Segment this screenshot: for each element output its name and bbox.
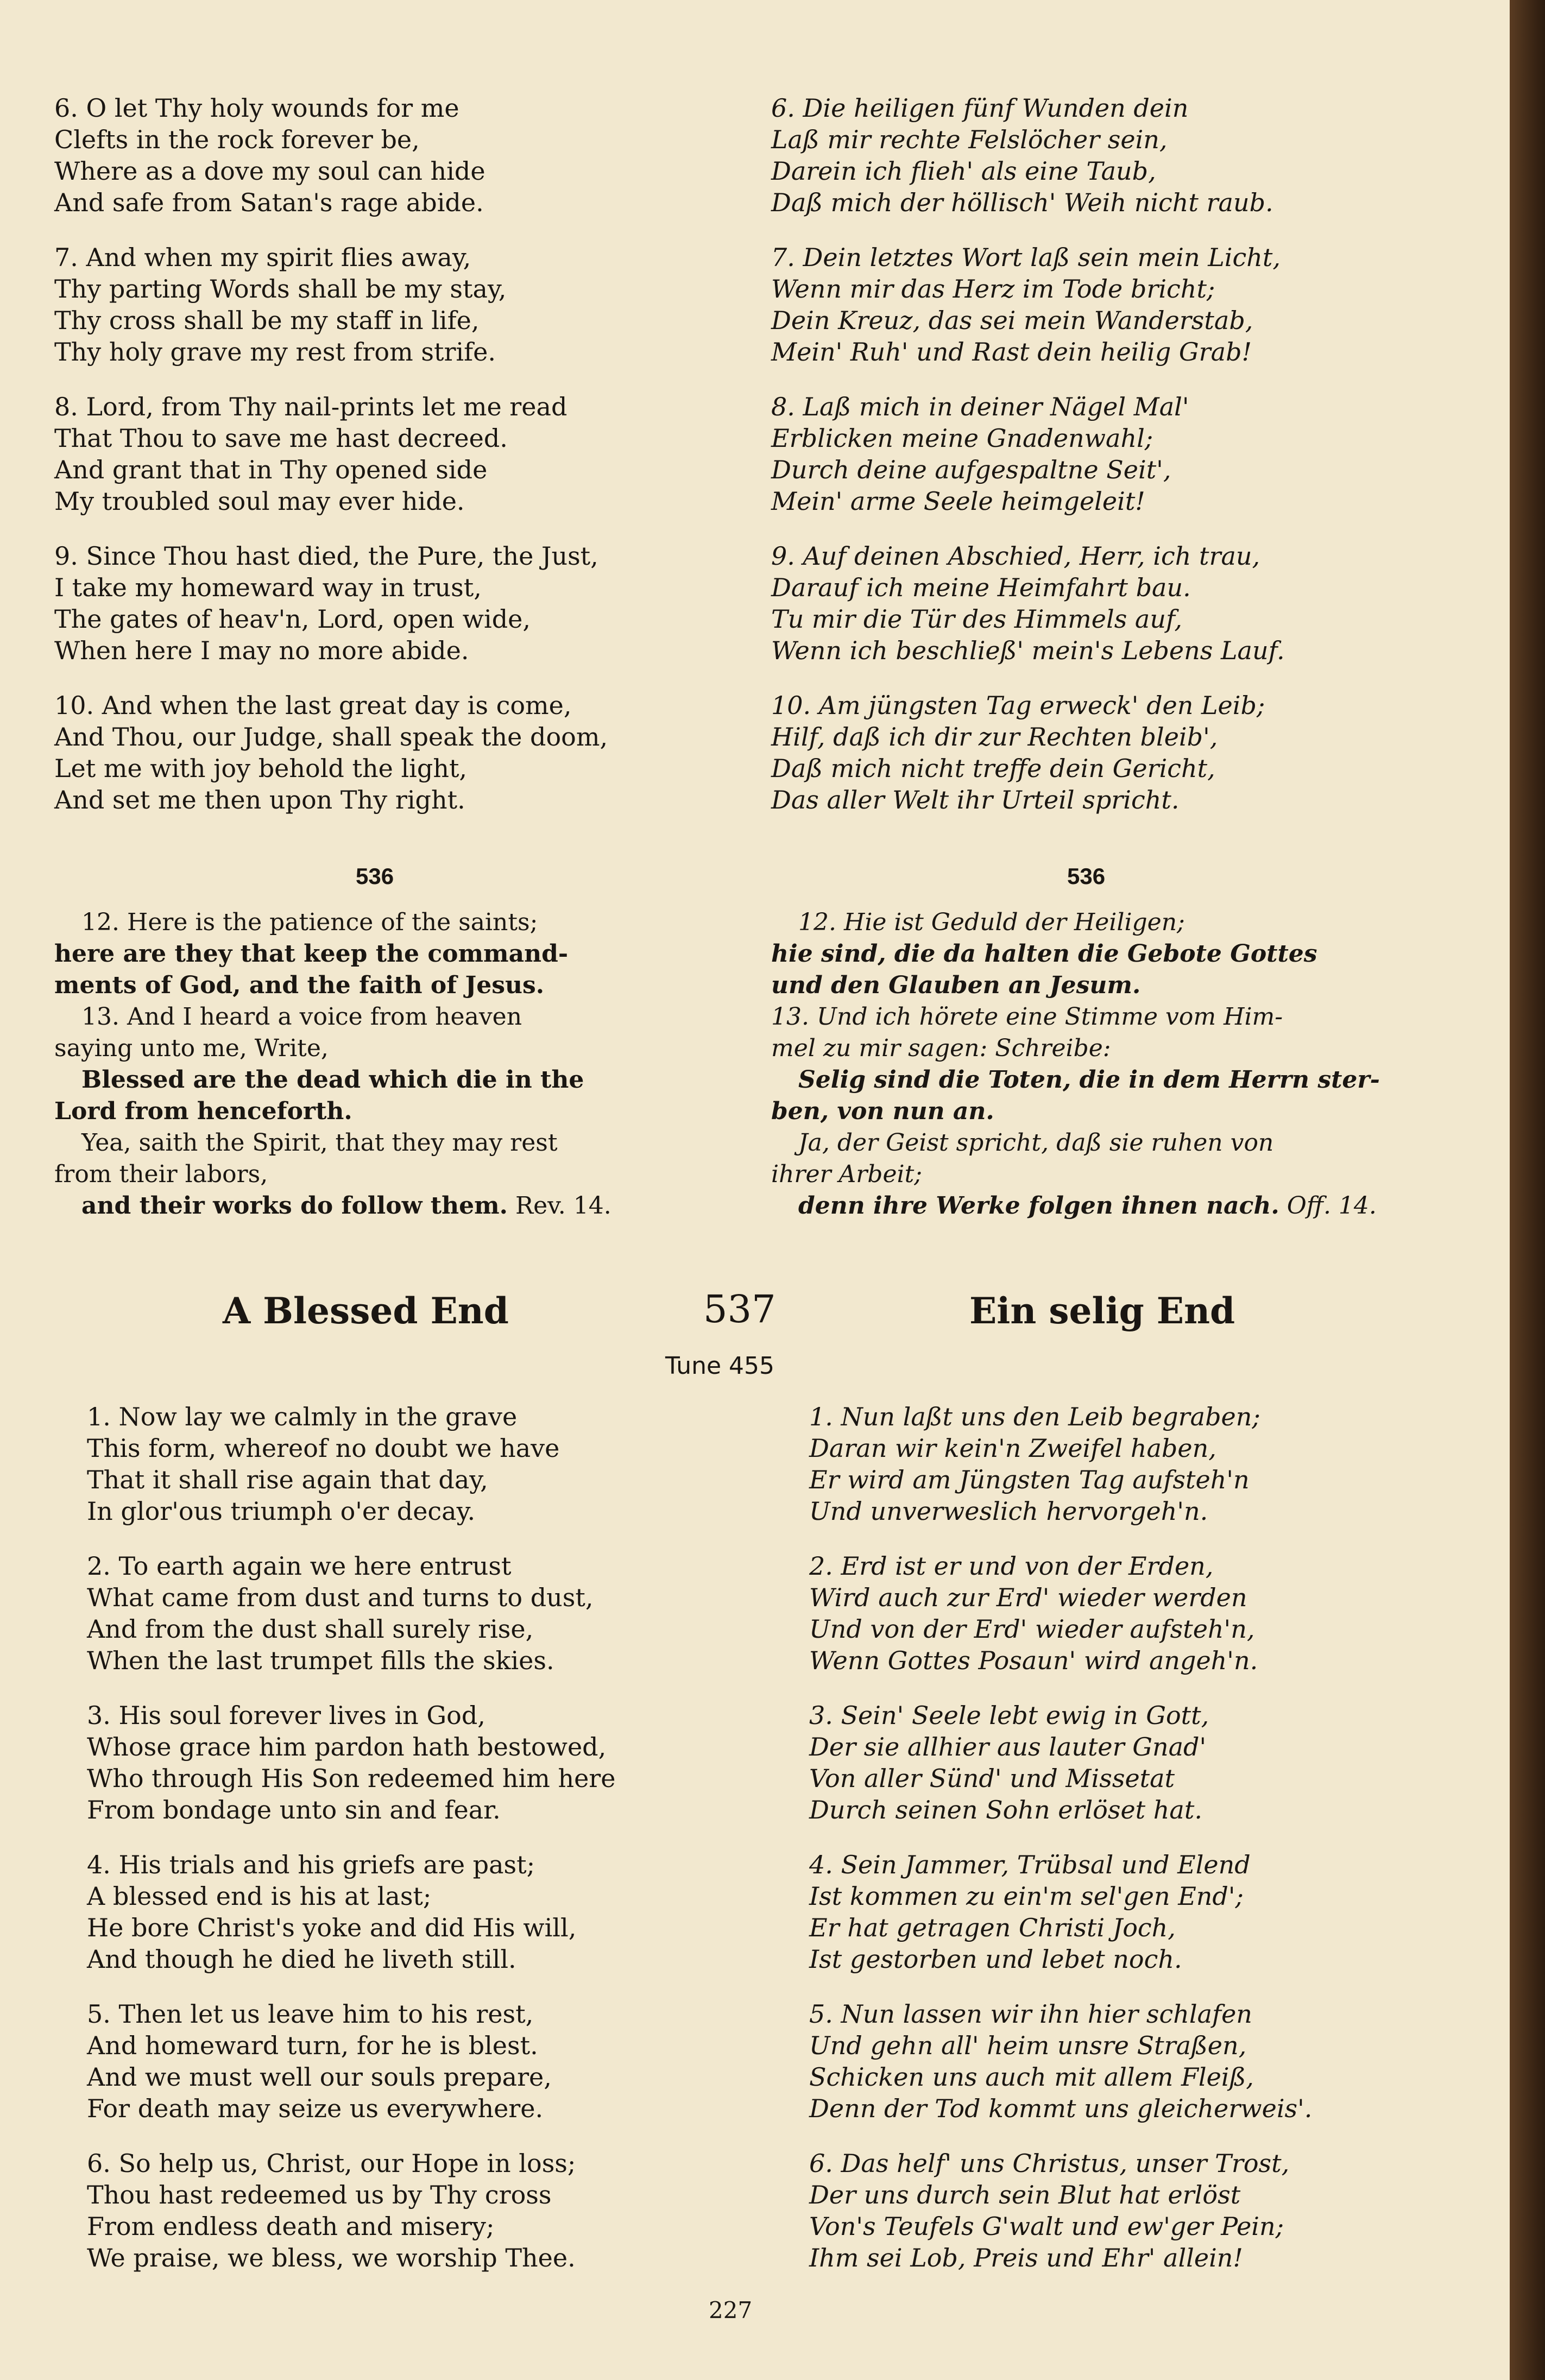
verse-line: 10. And when the last great day is come, — [54, 691, 572, 720]
verse-line: Durch seinen Sohn erlöset hat. — [809, 1795, 1202, 1825]
scripture-text: 13. Und ich hörete eine Stimme vom Him- — [771, 1003, 1283, 1031]
verse-line: Erblicken meine Gnadenwahl; — [771, 424, 1153, 453]
hymn-english-column — [87, 1401, 739, 2274]
verse-line: Mein' Ruh' und Rast dein heilig Grab! — [771, 337, 1252, 367]
verse-line: Hilf, daß ich dir zur Rechten bleib', — [771, 722, 1218, 752]
verse-line: Der sie allhier aus lauter Gnad' — [809, 1732, 1207, 1762]
verse-line: 9. Auf deinen Abschied, Herr, ich trau, — [771, 541, 1260, 571]
scripture-text: 12. Here is the patience of the saints; — [81, 908, 538, 936]
scripture-text: ments of God, and the faith of Jesus. — [54, 971, 545, 999]
verse-line: Daran wir kein'n Zweifel haben, — [809, 1434, 1216, 1463]
verse-line: Und von der Erd' wieder aufsteh'n, — [809, 1614, 1255, 1644]
stanza — [809, 1550, 1488, 1676]
verse-line: 6. Die heiligen fünf Wunden dein — [771, 93, 1189, 123]
stanza — [809, 2148, 1488, 2274]
scripture-line — [771, 1190, 1477, 1222]
verse-line: Thy parting Words shall be my stay, — [54, 274, 507, 304]
hymn-german-column — [809, 1401, 1488, 2274]
scripture-reference: Rev. 14. — [507, 1192, 611, 1220]
scripture-english — [54, 907, 733, 1222]
stanza — [771, 92, 1477, 218]
verse-line: Daß mich der höllisch' Weih nicht raub. — [771, 188, 1273, 217]
verse-line: 1. Nun laßt uns den Leib begraben; — [809, 1402, 1260, 1431]
stanza — [54, 391, 733, 517]
scripture-line — [771, 1001, 1477, 1033]
verse-line: Wenn mir das Herz im Tode bricht; — [771, 274, 1215, 304]
verse-line: 1. Now lay we calmly in the grave — [87, 1402, 518, 1431]
verse-line: Whose grace him pardon hath bestowed, — [87, 1732, 607, 1762]
scripture-text: mel zu mir sagen: Schreibe: — [771, 1034, 1111, 1062]
verse-line: Where as a dove my soul can hide — [54, 156, 485, 186]
verse-line: And though he died he liveth still. — [87, 1945, 516, 1974]
verse-line: Der uns durch sein Blut hat erlöst — [809, 2180, 1241, 2209]
verse-line: Let me with joy behold the light, — [54, 754, 468, 783]
section-number-right: 536 — [1067, 863, 1106, 889]
verse-line: And homeward turn, for he is blest. — [87, 2031, 538, 2060]
scripture-text: 12. Hie ist Geduld der Heiligen; — [798, 908, 1185, 936]
scripture-text: saying unto me, Write, — [54, 1034, 329, 1062]
verse-line: Schicken uns auch mit allem Fleiß, — [809, 2062, 1254, 2092]
stanza — [809, 1401, 1488, 1527]
verse-line: 6. Das helf' uns Christus, unser Trost, — [809, 2149, 1290, 2178]
stanza — [87, 1700, 739, 1826]
scripture-line — [54, 938, 733, 970]
verse-line: 4. Sein Jammer, Trübsal und Elend — [809, 1850, 1251, 1879]
scripture-line — [54, 1064, 733, 1096]
verse-line: And we must well our souls prepare, — [87, 2062, 552, 2092]
verse-line: I take my homeward way in trust, — [54, 573, 482, 602]
verse-line: My troubled soul may ever hide. — [54, 487, 465, 516]
verse-line: 2. Erd ist er und von der Erden, — [809, 1551, 1214, 1581]
scripture-text: and their works do follow them. — [81, 1192, 508, 1220]
verse-line: That Thou to save me hast decreed. — [54, 424, 508, 453]
scripture-text: 13. And I heard a voice from heaven — [81, 1003, 522, 1031]
verse-line: 7. Dein letztes Wort laß sein mein Licht, — [771, 243, 1281, 272]
hymn-title-english: A Blessed End — [223, 1290, 509, 1332]
scripture-line — [54, 1190, 733, 1222]
verse-line: And Thou, our Judge, shall speak the doom, — [54, 722, 608, 752]
verse-line: Who through His Son redeemed him here — [87, 1764, 616, 1793]
stanza — [87, 1998, 739, 2124]
verse-line: Von aller Sünd' und Missetat — [809, 1764, 1175, 1793]
scripture-text: Ja, der Geist spricht, daß sie ruhen von — [798, 1129, 1274, 1157]
verse-line: 9. Since Thou hast died, the Pure, the Just, — [54, 541, 598, 571]
verse-line: Darauf ich meine Heimfahrt bau. — [771, 573, 1191, 602]
verse-line: In glor'ous triumph o'er decay. — [87, 1497, 476, 1526]
verse-line: 5. Then let us leave him to his rest, — [87, 1999, 534, 2029]
scripture-reference: Off. 14. — [1279, 1192, 1377, 1220]
verse-line: Und unverweslich hervorgeh'n. — [809, 1497, 1208, 1526]
verse-line: We praise, we bless, we worship Thee. — [87, 2243, 576, 2272]
scripture-line — [771, 1159, 1477, 1190]
verse-line: And from the dust shall surely rise, — [87, 1614, 534, 1644]
verse-line: And grant that in Thy opened side — [54, 455, 488, 484]
scripture-line — [54, 1159, 733, 1190]
scripture-line — [54, 1001, 733, 1033]
stanza — [809, 1998, 1488, 2124]
scripture-line — [771, 1096, 1477, 1127]
verse-line: Von's Teufels G'walt und ew'ger Pein; — [809, 2212, 1284, 2241]
scripture-line — [54, 1127, 733, 1159]
verse-line: Dein Kreuz, das sei mein Wanderstab, — [771, 306, 1253, 335]
scripture-german — [771, 907, 1477, 1222]
verse-line: 6. So help us, Christ, our Hope in loss; — [87, 2149, 576, 2178]
stanza — [771, 540, 1477, 666]
top-english-column — [54, 92, 733, 816]
scripture-line — [771, 938, 1477, 970]
verse-line: Tu mir die Tür des Himmels auf, — [771, 604, 1182, 634]
verse-line: Er hat getragen Christi Joch, — [809, 1913, 1176, 1942]
verse-line: For death may seize us everywhere. — [87, 2094, 544, 2123]
verse-line: Ist kommen zu ein'm sel'gen End'; — [809, 1882, 1244, 1911]
verse-line: Wenn Gottes Posaun' wird angeh'n. — [809, 1646, 1258, 1675]
verse-line: 10. Am jüngsten Tag erweck' den Leib; — [771, 691, 1265, 720]
verse-line: Durch deine aufgespaltne Seit', — [771, 455, 1171, 484]
scripture-text: here are they that keep the command- — [54, 940, 569, 968]
scripture-line — [54, 970, 733, 1001]
stanza — [54, 92, 733, 218]
verse-line: Laß mir rechte Felslöcher sein, — [771, 125, 1168, 154]
scripture-text: hie sind, die da halten die Gebote Gottes — [771, 940, 1317, 968]
verse-line: This form, whereof no doubt we have — [87, 1434, 560, 1463]
stanza — [54, 690, 733, 816]
verse-line: 8. Lord, from Thy nail-prints let me read — [54, 392, 567, 421]
verse-line: Wird auch zur Erd' wieder werden — [809, 1583, 1247, 1612]
verse-line: And set me then upon Thy right. — [54, 785, 465, 815]
scripture-text: Blessed are the dead which die in the — [81, 1066, 584, 1094]
verse-line: Mein' arme Seele heimgeleit! — [771, 487, 1145, 516]
verse-line: Das aller Welt ihr Urteil spricht. — [771, 785, 1180, 815]
stanza — [54, 540, 733, 666]
verse-line: That it shall rise again that day, — [87, 1465, 488, 1494]
scripture-text: und den Glauben an Jesum. — [771, 971, 1141, 999]
verse-line: A blessed end is his at last; — [87, 1882, 432, 1911]
verse-line: 2. To earth again we here entrust — [87, 1551, 512, 1581]
scripture-line — [771, 1033, 1477, 1064]
scripture-line — [54, 1033, 733, 1064]
verse-line: From endless death and misery; — [87, 2212, 495, 2241]
verse-line: Thy holy grave my rest from strife. — [54, 337, 496, 367]
scripture-line — [771, 1127, 1477, 1159]
stanza — [809, 1849, 1488, 1975]
verse-line: Und gehn all' heim unsre Straßen, — [809, 2031, 1247, 2060]
verse-line: Thy cross shall be my staff in life, — [54, 306, 480, 335]
verse-line: 3. Sein' Seele lebt ewig in Gott, — [809, 1701, 1209, 1730]
stanza — [87, 1849, 739, 1975]
verse-line: Clefts in the rock forever be, — [54, 125, 420, 154]
scripture-text: Yea, saith the Spirit, that they may rest — [81, 1129, 558, 1157]
scripture-text: from their labors, — [54, 1160, 268, 1188]
scripture-line — [54, 907, 733, 938]
scripture-line — [771, 970, 1477, 1001]
verse-line: When the last trumpet fills the skies. — [87, 1646, 554, 1675]
tune-reference: Tune 455 — [665, 1352, 775, 1380]
verse-line: When here I may no more abide. — [54, 636, 469, 665]
stanza — [87, 2148, 739, 2274]
section-number-left: 536 — [356, 863, 394, 889]
verse-line: Ihm sei Lob, Preis und Ehr' allein! — [809, 2243, 1243, 2272]
verse-line: Ist gestorben und lebet noch. — [809, 1945, 1182, 1974]
verse-line: The gates of heav'n, Lord, open wide, — [54, 604, 531, 634]
verse-line: 3. His soul forever lives in God, — [87, 1701, 485, 1730]
verse-line: What came from dust and turns to dust, — [87, 1583, 594, 1612]
scripture-text: ben, von nun an. — [771, 1097, 994, 1125]
scripture-text: Selig sind die Toten, die in dem Herrn ster- — [798, 1066, 1380, 1094]
scripture-text: Lord from henceforth. — [54, 1097, 352, 1125]
stanza — [771, 242, 1477, 368]
book-binding-edge — [1510, 0, 1545, 2380]
scripture-text: ihrer Arbeit; — [771, 1160, 923, 1188]
verse-line: Wenn ich beschließ' mein's Lebens Lauf. — [771, 636, 1285, 665]
stanza — [54, 242, 733, 368]
scripture-line — [771, 1064, 1477, 1096]
verse-line: 7. And when my spirit flies away, — [54, 243, 471, 272]
verse-line: 8. Laß mich in deiner Nägel Mal' — [771, 392, 1189, 421]
stanza — [87, 1401, 739, 1527]
stanza — [809, 1700, 1488, 1826]
hymn-number: 537 — [703, 1287, 776, 1331]
stanza — [771, 391, 1477, 517]
verse-line: And safe from Satan's rage abide. — [54, 188, 484, 217]
verse-line: 6. O let Thy holy wounds for me — [54, 93, 459, 123]
hymn-title-german: Ein selig End — [969, 1290, 1235, 1332]
verse-line: 5. Nun lassen wir ihn hier schlafen — [809, 1999, 1252, 2029]
verse-line: Daß mich nicht treffe dein Gericht, — [771, 754, 1215, 783]
verse-line: Darein ich flieh' als eine Taub, — [771, 156, 1156, 186]
stanza — [771, 690, 1477, 816]
page-number: 227 — [709, 2297, 753, 2324]
verse-line: He bore Christ's yoke and did His will, — [87, 1913, 577, 1942]
stanza — [87, 1550, 739, 1676]
verse-line: Thou hast redeemed us by Thy cross — [87, 2180, 552, 2209]
verse-line: From bondage unto sin and fear. — [87, 1795, 501, 1825]
verse-line: Er wird am Jüngsten Tag aufsteh'n — [809, 1465, 1250, 1494]
verse-line: 4. His trials and his griefs are past; — [87, 1850, 535, 1879]
top-german-column — [771, 92, 1477, 816]
scripture-line — [771, 907, 1477, 938]
verse-line: Denn der Tod kommt uns gleicherweis'. — [809, 2094, 1313, 2123]
scripture-line — [54, 1096, 733, 1127]
scripture-text: denn ihre Werke folgen ihnen nach. — [798, 1192, 1279, 1220]
